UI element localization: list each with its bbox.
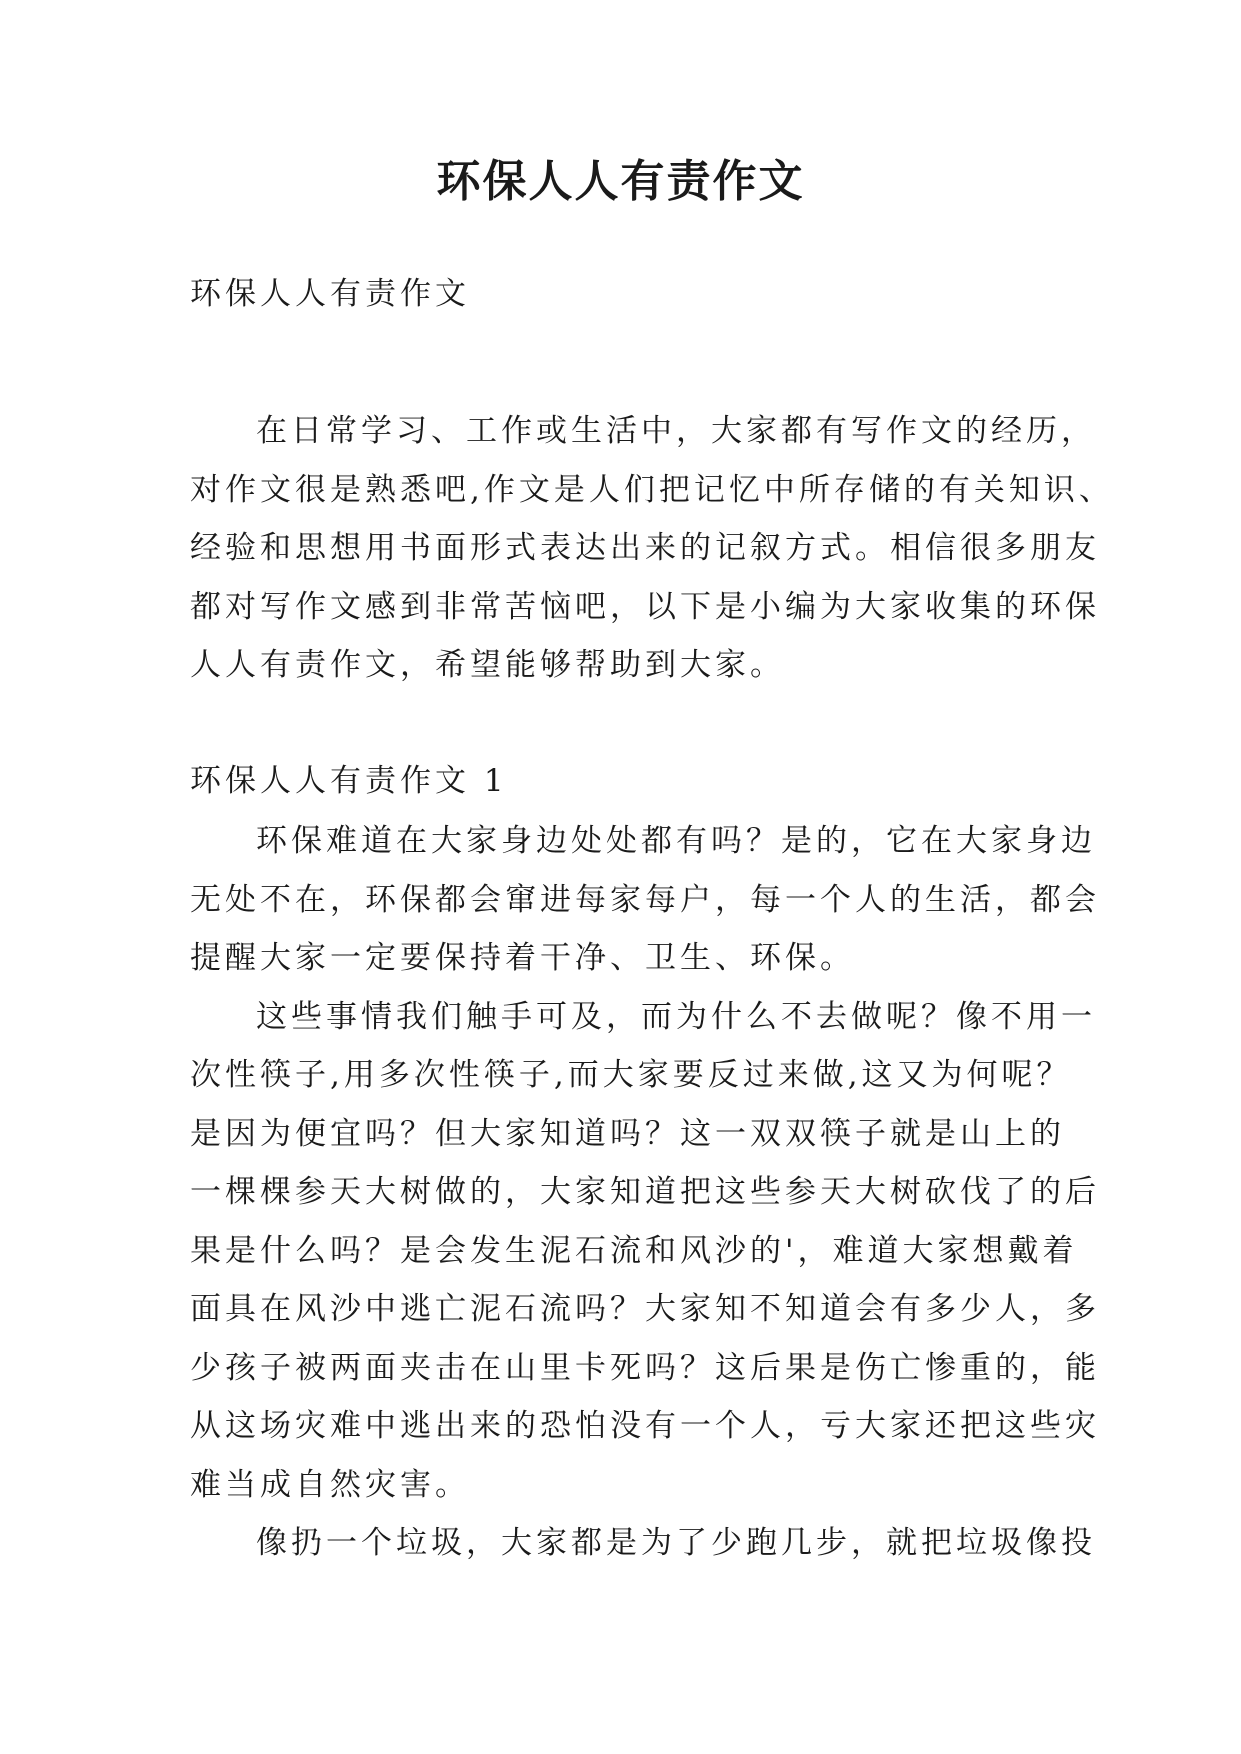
paragraph-line: 这些事情我们触手可及，而为什么不去做呢？像不用一: [256, 998, 1096, 1035]
essay-paragraph-2: [190, 988, 1100, 1515]
paragraph-line: 环保难道在大家身边处处都有吗？是的，它在大家身边: [256, 823, 1096, 859]
intro-line: 都对写作文感到非常苦恼吧，以下是小编为大家收集的环保: [190, 588, 1100, 625]
paragraph-line: 面具在风沙中逃亡泥石流吗？大家知不知道会有多少人，多: [190, 1291, 1100, 1327]
paragraph-line: 难当成自然灾害。: [190, 1466, 470, 1503]
intro-line: 对作文很是熟悉吧,作文是人们把记忆中所存储的有关知识、: [190, 471, 1114, 508]
paragraph-line: 是因为便宜吗？但大家知道吗？这一双双筷子就是山上的: [190, 1115, 1065, 1152]
essay-paragraph-3: [190, 1514, 1096, 1573]
intro-line: 人人有责作文，希望能够帮助到大家。: [190, 647, 785, 683]
paragraph-line: 从这场灾难中逃出来的恐怕没有一个人，亏大家还把这些灾: [190, 1408, 1100, 1444]
essay-paragraph-1: [190, 812, 1100, 988]
paragraph-line: 像扔一个垃圾，大家都是为了少跑几步，就把垃圾像投: [256, 1525, 1096, 1561]
paragraph-line: 一棵棵参天大树做的，大家知道把这些参天大树砍伐了的后: [190, 1174, 1100, 1210]
section-heading-text: 环保人人有责作文 1: [190, 763, 508, 799]
intro-line: 经验和思想用书面形式表达出来的记叙方式。相信很多朋友: [190, 530, 1100, 566]
paragraph-line: 无处不在，环保都会窜进每家每户，每一个人的生活，都会: [190, 881, 1100, 918]
intro-paragraph: [190, 402, 1114, 695]
subtitle-line: 环保人人有责作文: [190, 276, 470, 312]
paragraph-line: 提醒大家一定要保持着干净、卫生、环保。: [190, 940, 855, 976]
document-title: 环保人人有责作文: [436, 156, 805, 207]
essay-body: [190, 812, 1100, 1573]
paragraph-line: 果是什么吗？是会发生泥石流和风沙的'，难道大家想戴着: [190, 1232, 1078, 1269]
paragraph-line: 次性筷子,用多次性筷子,而大家要反过来做,这又为何呢？: [190, 1057, 1072, 1093]
document-subtitle: [190, 265, 1060, 324]
intro-line: 在日常学习、工作或生活中，大家都有写作文的经历，: [256, 413, 1096, 449]
paragraph-line: 少孩子被两面夹击在山里卡死吗？这后果是伤亡惨重的，能: [190, 1349, 1100, 1386]
section-heading: [190, 752, 1060, 811]
